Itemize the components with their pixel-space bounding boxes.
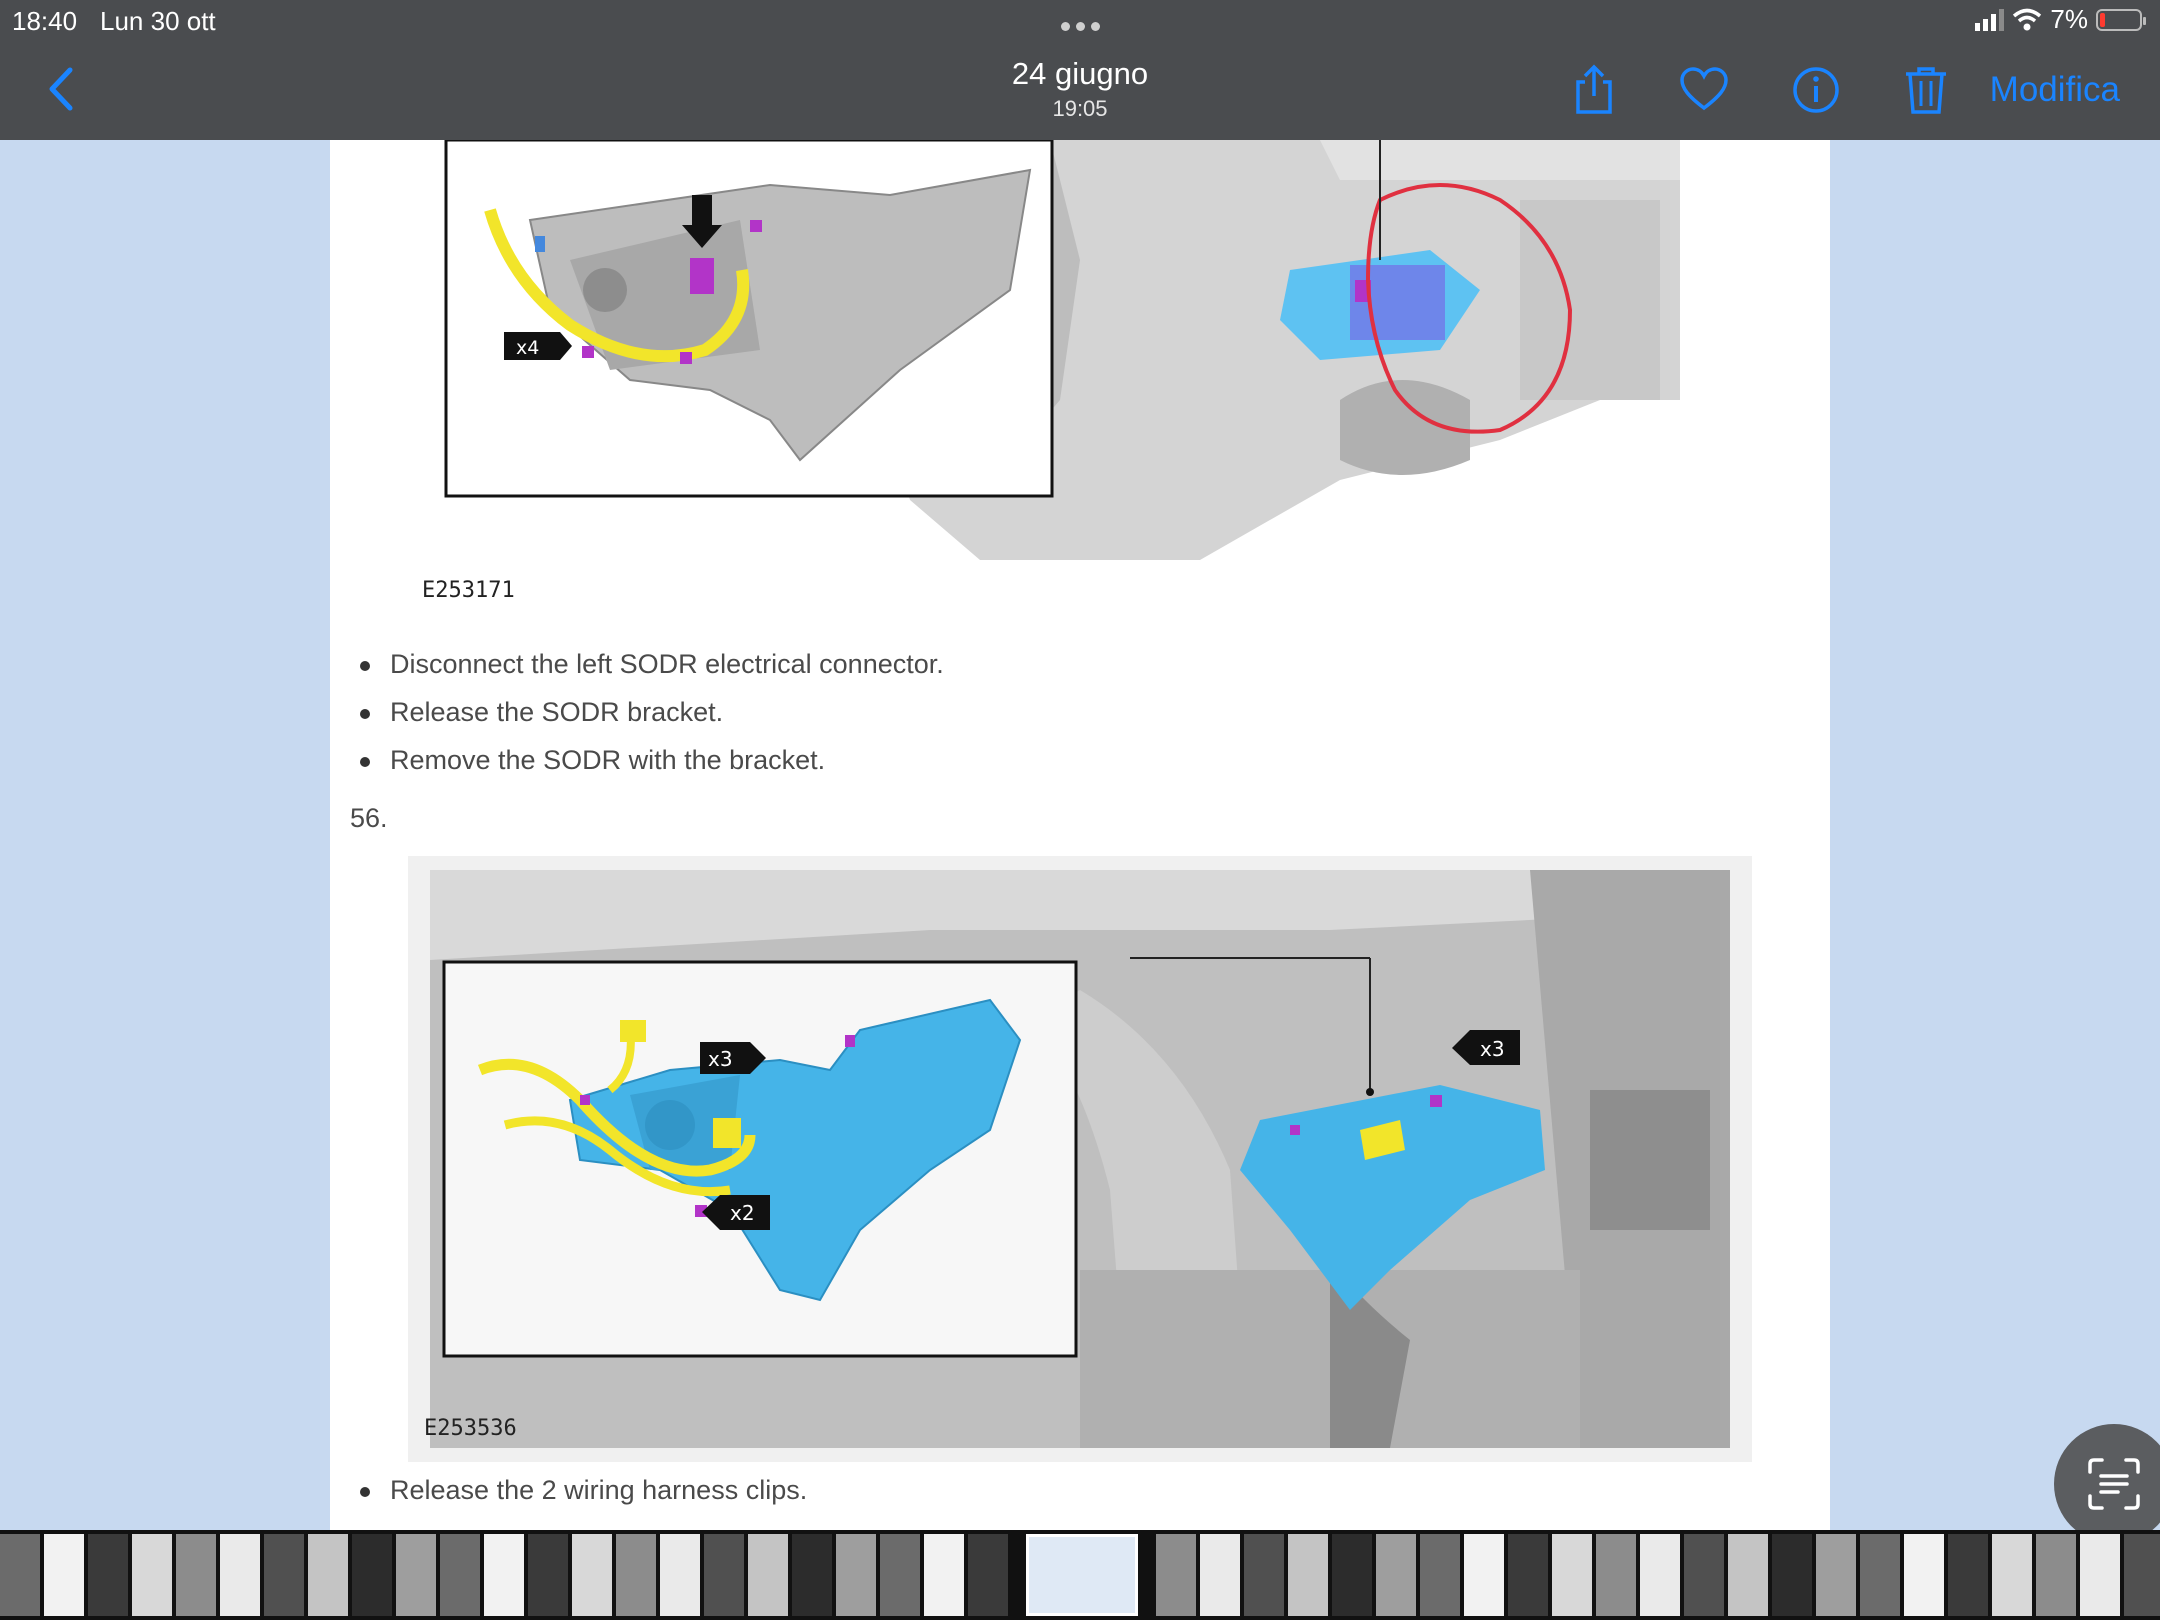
thumbnail[interactable] (1992, 1534, 2032, 1616)
status-date: Lun 30 ott (100, 6, 216, 36)
thumbnail[interactable] (220, 1534, 260, 1616)
thumbnail[interactable] (440, 1534, 480, 1616)
thumbnail[interactable] (1948, 1534, 1988, 1616)
thumbnail[interactable] (176, 1534, 216, 1616)
thumbnail[interactable] (1244, 1534, 1284, 1616)
thumbnail[interactable] (1552, 1534, 1592, 1616)
figure-1-id: E253171 (422, 578, 515, 603)
thumbnail[interactable] (1640, 1534, 1680, 1616)
thumbnail[interactable] (1860, 1534, 1900, 1616)
figure-2-callout-c: x3 (1480, 1037, 1505, 1061)
thumbnail[interactable] (704, 1534, 744, 1616)
thumbnail[interactable] (968, 1534, 1008, 1616)
info-icon[interactable] (1790, 64, 1842, 116)
thumbnail[interactable] (1376, 1534, 1416, 1616)
thumbnail[interactable] (484, 1534, 524, 1616)
list-item: Disconnect the left SODR electrical connector. (358, 640, 944, 688)
thumbnail[interactable] (2080, 1534, 2120, 1616)
thumbnail[interactable] (308, 1534, 348, 1616)
thumbnail[interactable] (1684, 1534, 1724, 1616)
wifi-icon (2012, 8, 2042, 32)
thumbnail[interactable] (396, 1534, 436, 1616)
thumbnail[interactable] (1508, 1534, 1548, 1616)
thumbnail[interactable] (1772, 1534, 1812, 1616)
thumbnail[interactable] (1200, 1534, 1240, 1616)
status-time: 18:40 (12, 6, 78, 36)
thumbnail[interactable] (1816, 1534, 1856, 1616)
thumbnail[interactable] (1596, 1534, 1636, 1616)
figure-2-frame (408, 856, 1752, 1462)
battery-percentage: 7% (2050, 4, 2088, 34)
thumbnail[interactable] (1288, 1534, 1328, 1616)
photo-date-title: 24 giugno (1011, 56, 1149, 91)
thumbnail[interactable] (132, 1534, 172, 1616)
instruction-list-1 (358, 640, 944, 784)
figure-2-illustration (430, 870, 1730, 1448)
battery-icon (2096, 9, 2142, 31)
thumbnail[interactable] (264, 1534, 304, 1616)
instruction-list-2 (358, 1466, 807, 1514)
figure-1-illustration (440, 140, 1680, 560)
thumbnail[interactable] (616, 1534, 656, 1616)
thumbnail[interactable] (924, 1534, 964, 1616)
thumbnail[interactable] (1728, 1534, 1768, 1616)
document-page (330, 140, 1830, 1530)
multitasking-dots-icon[interactable] (1058, 18, 1103, 36)
thumbnail-strip[interactable] (0, 1530, 2160, 1620)
thumbnail[interactable] (748, 1534, 788, 1616)
figure-1-callout: x4 (516, 337, 540, 359)
step-number: 56. (350, 803, 388, 833)
thumbnail[interactable] (1464, 1534, 1504, 1616)
thumbnail[interactable] (88, 1534, 128, 1616)
figure-2-id: E253536 (424, 1416, 517, 1441)
thumbnail[interactable] (44, 1534, 84, 1616)
thumbnail-selected[interactable] (1026, 1534, 1138, 1616)
thumbnail[interactable] (880, 1534, 920, 1616)
thumbnail[interactable] (2036, 1534, 2076, 1616)
thumbnail[interactable] (1904, 1534, 1944, 1616)
figure-2-callout-b: x2 (730, 1201, 755, 1225)
thumbnail[interactable] (660, 1534, 700, 1616)
thumbnail[interactable] (572, 1534, 612, 1616)
top-bar (0, 0, 2160, 140)
photo-time-subtitle: 19:05 (1052, 96, 1108, 121)
heart-icon[interactable] (1678, 64, 1730, 116)
thumbnail[interactable] (528, 1534, 568, 1616)
thumbnail[interactable] (1420, 1534, 1460, 1616)
share-icon[interactable] (1568, 64, 1620, 116)
cellular-signal-icon (1975, 9, 2004, 31)
live-text-button[interactable] (2054, 1424, 2160, 1544)
list-item: Remove the SODR with the bracket. (358, 736, 944, 784)
thumbnail[interactable] (792, 1534, 832, 1616)
thumbnail[interactable] (836, 1534, 876, 1616)
figure-2-callout-a: x3 (708, 1047, 733, 1071)
status-indicators (1975, 4, 2142, 35)
live-text-icon (2086, 1456, 2142, 1512)
thumbnail[interactable] (352, 1534, 392, 1616)
thumbnail[interactable] (1332, 1534, 1372, 1616)
edit-button[interactable]: Modifica (1989, 70, 2120, 109)
trash-icon[interactable] (1900, 64, 1952, 116)
list-item: Release the SODR bracket. (358, 688, 944, 736)
thumbnail[interactable] (1156, 1534, 1196, 1616)
thumbnail[interactable] (0, 1534, 40, 1616)
list-item: Release the 2 wiring harness clips. (358, 1466, 807, 1514)
thumbnail[interactable] (2124, 1534, 2160, 1616)
